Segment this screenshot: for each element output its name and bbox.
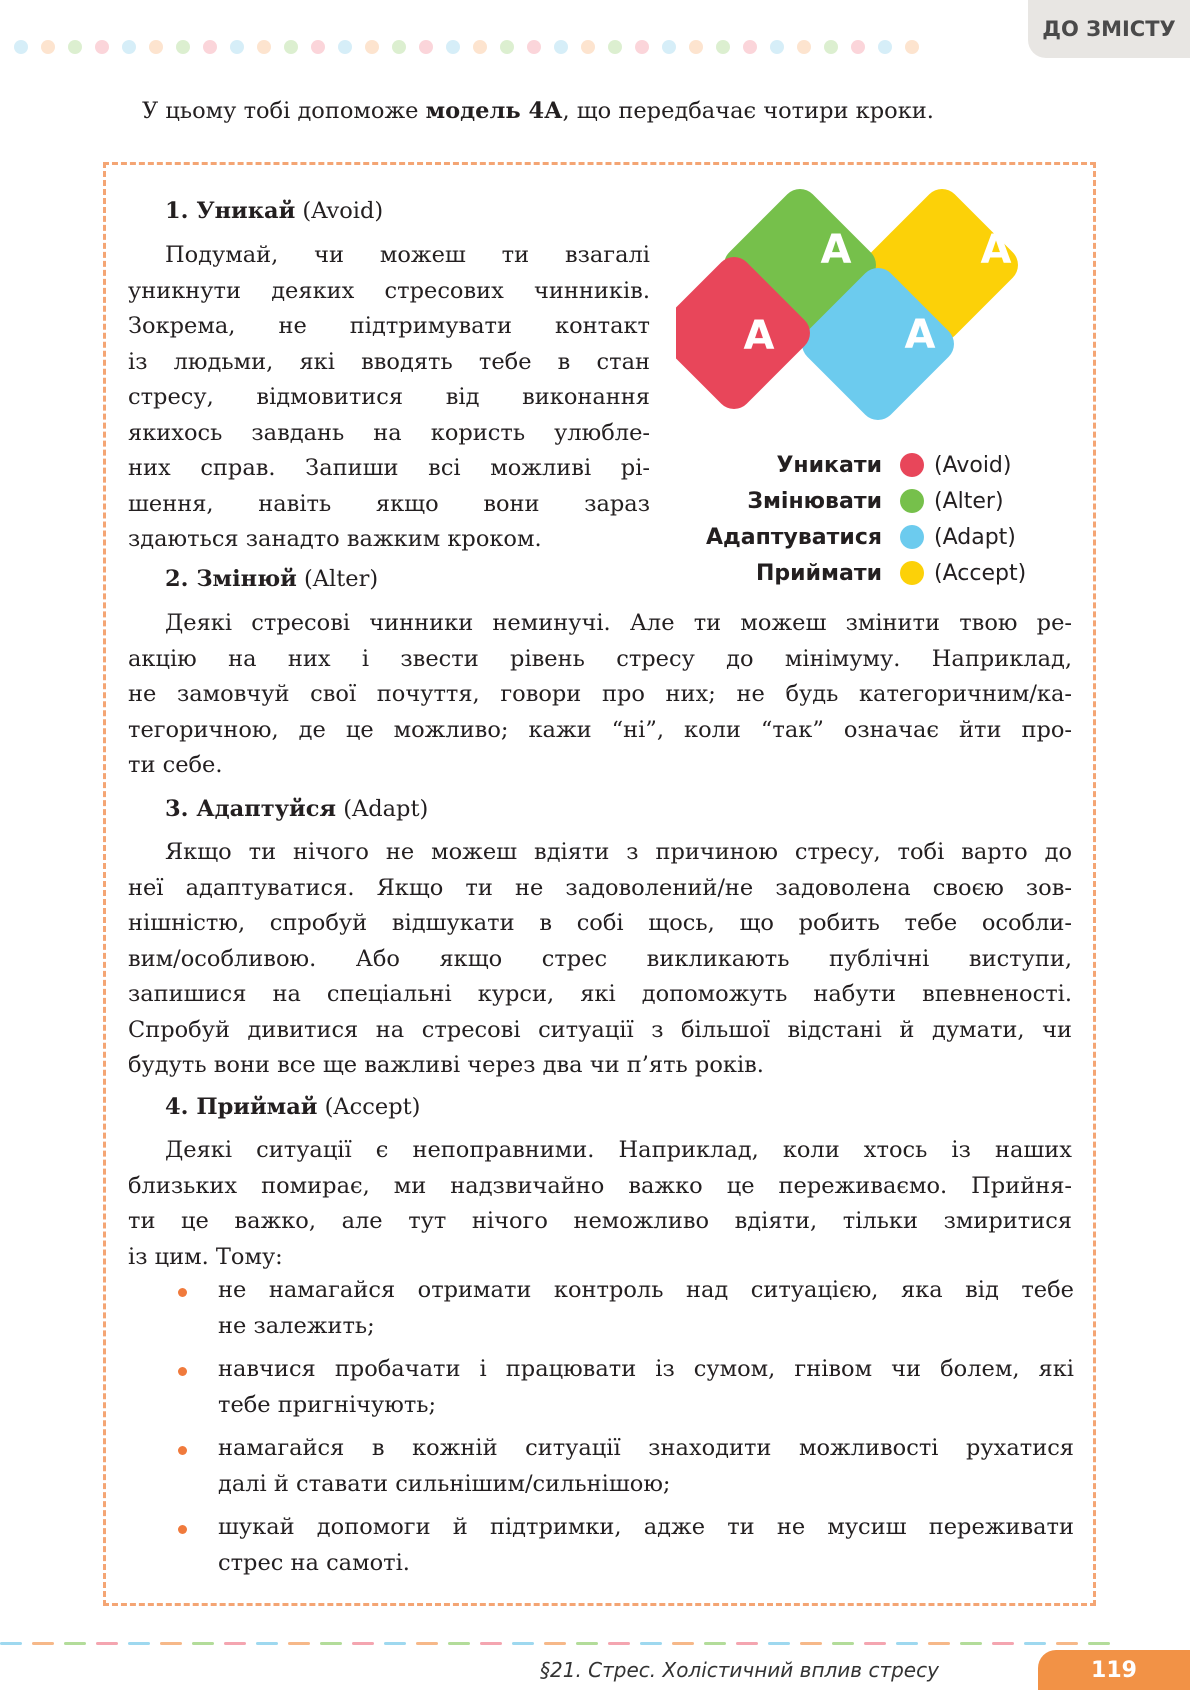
- decorative-dot: [338, 40, 352, 54]
- decorative-dash: [640, 1642, 662, 1645]
- decorative-dot: [311, 40, 325, 54]
- footer-section-title: §21. Стрес. Холістичний вплив стресу: [540, 1658, 939, 1682]
- decorative-dot: [473, 40, 487, 54]
- decorative-dot: [743, 40, 757, 54]
- bullet-dot-icon: [178, 1446, 187, 1455]
- legend-dot: [900, 525, 924, 549]
- toc-button[interactable]: ДО ЗМІСТУ: [1028, 0, 1190, 58]
- section-text-alter: Деякі стресові чинники неминучі. Але ти можеш змінити твою ре- акцію на них і звести рівень стресу до мінімуму. Наприклад, не замовчуй свої почуття, говори про них; не будь категоричним/ка- тегоричною, де це можливо; кажи “ні”, коли “так” означає йти про- ти себе.: [128, 610, 1072, 778]
- decorative-dash: [384, 1642, 406, 1645]
- legend-dot: [900, 561, 924, 585]
- decorative-dash: [544, 1642, 566, 1645]
- decorative-dot: [905, 40, 919, 54]
- decorative-dash: [736, 1642, 758, 1645]
- decorative-dot: [419, 40, 433, 54]
- decorative-dot: [662, 40, 676, 54]
- decorative-dot: [365, 40, 379, 54]
- decorative-dot: [14, 40, 28, 54]
- decorative-dash: [160, 1642, 182, 1645]
- decorative-dash: [608, 1642, 630, 1645]
- decorative-dash: [416, 1642, 438, 1645]
- decorative-dot: [392, 40, 406, 54]
- decorative-dash: [960, 1642, 982, 1645]
- decorative-dot: [446, 40, 460, 54]
- decorative-dash: [768, 1642, 790, 1645]
- decorative-dot: [851, 40, 865, 54]
- decorative-dash: [448, 1642, 470, 1645]
- decorative-dot: [608, 40, 622, 54]
- legend-row-adapt: Адаптуватися (Adapt): [705, 524, 1016, 550]
- decorative-dot: [230, 40, 244, 54]
- decorative-dash: [128, 1642, 150, 1645]
- model-name: модель 4А: [425, 98, 563, 124]
- list-item: намагайся в кожній ситуації знаходити можливості рухатися далі й ставати сильнішим/сильнішою;: [170, 1431, 1074, 1502]
- decorative-dot: [95, 40, 109, 54]
- decorative-dash: [800, 1642, 822, 1645]
- bullet-dot-icon: [178, 1288, 187, 1297]
- legend-row-alter: Змінювати (Alter): [747, 488, 1004, 514]
- decorative-dot: [41, 40, 55, 54]
- decorative-dot: [203, 40, 217, 54]
- decorative-dash: [832, 1642, 854, 1645]
- tile-letter: A: [980, 227, 1012, 273]
- decorative-dot: [500, 40, 514, 54]
- decorative-dash: [704, 1642, 726, 1645]
- decorative-dot: [68, 40, 82, 54]
- decorative-dash: [32, 1642, 54, 1645]
- section-heading-alter: 2. Змінюй (Alter): [165, 566, 379, 592]
- bullet-dot-icon: [178, 1525, 187, 1534]
- intro-text: У цьому тобі допоможе модель 4А, що передбачає чотири кроки.: [142, 98, 934, 124]
- decorative-dot: [176, 40, 190, 54]
- section-heading-accept: 4. Приймай (Accept): [165, 1094, 421, 1120]
- decorative-dash: [896, 1642, 918, 1645]
- list-item: не намагайся отримати контроль над ситуацією, яка від тебе не залежить;: [170, 1273, 1074, 1344]
- decorative-dash: [192, 1642, 214, 1645]
- section-text-avoid: Подумай, чи можеш ти взагалі уникнути деяких стресових чинників. Зокрема, не підтримувати контакт із людьми, які вводять тебе в стан стресу, відмовитися від виконання якихось завдань на користь улюбле- них справ. Запиши всі можливі рі- шення, навіть якщо вони зараз здаються занадто важким кроком.: [128, 242, 650, 552]
- decorative-dot: [716, 40, 730, 54]
- decorative-dash: [864, 1642, 886, 1645]
- decorative-dash: [928, 1642, 950, 1645]
- decorative-dot: [878, 40, 892, 54]
- decorative-dash: [480, 1642, 502, 1645]
- decorative-dash: [256, 1642, 278, 1645]
- decorative-dash: [320, 1642, 342, 1645]
- legend-row-accept: Приймати (Accept): [756, 560, 1027, 586]
- decorative-dash: [64, 1642, 86, 1645]
- list-item: навчися пробачати і працювати із сумом, гнівом чи болем, які тебе пригнічують;: [170, 1352, 1074, 1423]
- decorative-dash: [672, 1642, 694, 1645]
- model-4a-diagram: [676, 186, 1076, 426]
- accept-tips-list: [170, 1273, 1074, 1589]
- decorative-dot: [149, 40, 163, 54]
- decorative-dash: [352, 1642, 374, 1645]
- decorative-dot: [797, 40, 811, 54]
- section-text-accept: Деякі ситуації є непоправними. Наприклад, коли хтось із наших близьких помирає, ми надзвичайно важко це переживаємо. Прийня- ти це важко, але тут нічого неможливо вдіяти, тільки змиритися із цим. Тому:: [128, 1137, 1072, 1270]
- decorative-dash: [512, 1642, 534, 1645]
- decorative-dash: [288, 1642, 310, 1645]
- decorative-dot: [554, 40, 568, 54]
- section-heading-adapt: 3. Адаптуйся (Adapt): [165, 796, 429, 822]
- decorative-dash: [992, 1642, 1014, 1645]
- decorative-dot: [284, 40, 298, 54]
- tile-letter: A: [820, 227, 852, 273]
- decorative-dash: [1024, 1642, 1046, 1645]
- bullet-dot-icon: [178, 1367, 187, 1376]
- decorative-dash: [1088, 1642, 1110, 1645]
- tile-letter: A: [743, 313, 775, 359]
- legend-row-avoid: Уникати (Avoid): [776, 452, 1012, 478]
- decorative-dot: [527, 40, 541, 54]
- footer-dashed-line: [0, 1642, 1150, 1646]
- decorative-dot: [770, 40, 784, 54]
- decorative-dash: [0, 1642, 22, 1645]
- section-heading-avoid: 1. Уникай (Avoid): [165, 198, 384, 224]
- decorative-dot: [635, 40, 649, 54]
- decorative-dot: [257, 40, 271, 54]
- decorative-dash: [96, 1642, 118, 1645]
- diagram-legend: [676, 447, 1076, 591]
- decorative-dash: [576, 1642, 598, 1645]
- decorative-dot: [689, 40, 703, 54]
- decorative-dash: [1056, 1642, 1078, 1645]
- legend-dot: [900, 489, 924, 513]
- decorative-dot: [581, 40, 595, 54]
- decorative-dot: [122, 40, 136, 54]
- decorative-dot: [824, 40, 838, 54]
- list-item: шукай допомоги й підтримки, адже ти не мусиш переживати стрес на самоті.: [170, 1510, 1074, 1581]
- section-text-adapt: Якщо ти нічого не можеш вдіяти з причиною стресу, тобі варто до неї адаптуватися. Якщо ти не задоволений/не задоволена своєю зов- нішністю, спробуй відшукати в собі щось, що робить тебе особли- вим/особливою. Або якщо стрес викликають публічні виступи, запишися на спеціальні курси, які допоможуть набути впевненості. Спробуй дивитися на стресові ситуації з більшої відстані й думати, чи будуть вони все ще важливі через два чи п’ять років.: [128, 839, 1072, 1078]
- decorative-dash: [224, 1642, 246, 1645]
- top-decorative-dots: [14, 40, 919, 54]
- tile-letter: A: [904, 312, 936, 358]
- legend-dot: [900, 453, 924, 477]
- page-number: 119: [1038, 1650, 1190, 1690]
